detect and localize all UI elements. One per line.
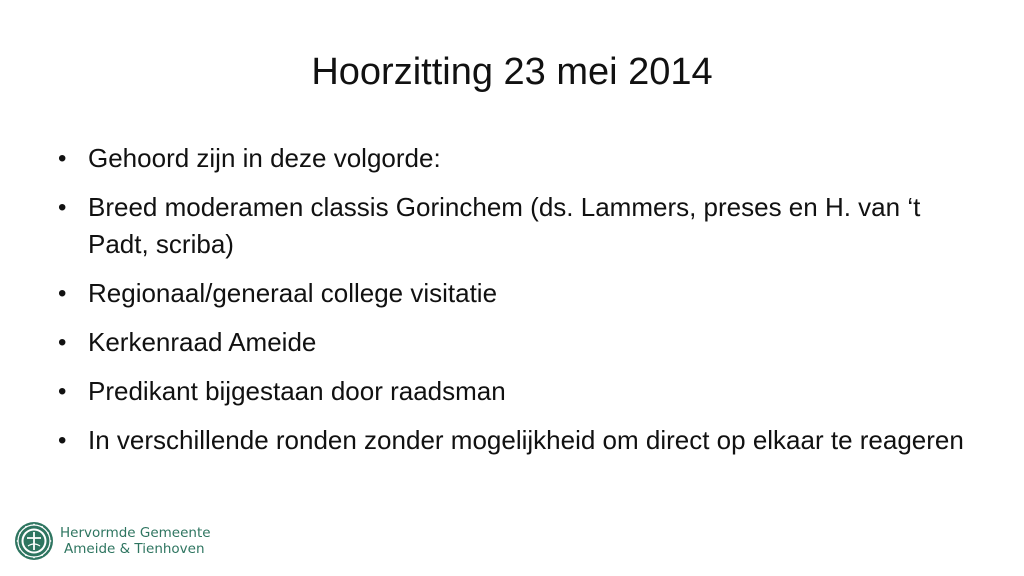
logo-line-2: Ameide & Tienhoven xyxy=(64,541,205,557)
bullet-item xyxy=(56,373,976,410)
bullet-text: In verschillende ronden zonder mogelijkheid om direct op elkaar te reageren xyxy=(88,425,964,455)
church-logo xyxy=(14,519,211,563)
bullet-item xyxy=(56,324,976,361)
bullet-item xyxy=(56,422,976,459)
bullet-icon: • xyxy=(58,378,67,405)
bullet-text: Predikant bijgestaan door raadsman xyxy=(88,376,506,406)
logo-text xyxy=(60,525,211,557)
bullet-item xyxy=(56,189,976,263)
bullet-item xyxy=(56,275,976,312)
bullet-text: Gehoord zijn in deze volgorde: xyxy=(88,143,441,173)
church-seal-icon xyxy=(14,521,54,561)
slide-title: Hoorzitting 23 mei 2014 xyxy=(311,51,713,93)
bullet-icon: • xyxy=(58,427,67,454)
bullet-text: Breed moderamen classis Gorinchem (ds. Lammers, preses en H. van ‘t Padt, scriba) xyxy=(88,192,921,259)
bullet-text: Regionaal/generaal college visitatie xyxy=(88,278,498,308)
bullet-item xyxy=(56,140,976,177)
logo-line-1: Hervormde Gemeente xyxy=(60,525,211,541)
bullet-icon: • xyxy=(58,280,67,307)
bullet-icon: • xyxy=(58,145,67,172)
bullet-list xyxy=(56,140,976,471)
bullet-icon: • xyxy=(58,194,67,221)
bullet-text: Kerkenraad Ameide xyxy=(88,327,317,357)
bullet-icon: • xyxy=(58,329,67,356)
